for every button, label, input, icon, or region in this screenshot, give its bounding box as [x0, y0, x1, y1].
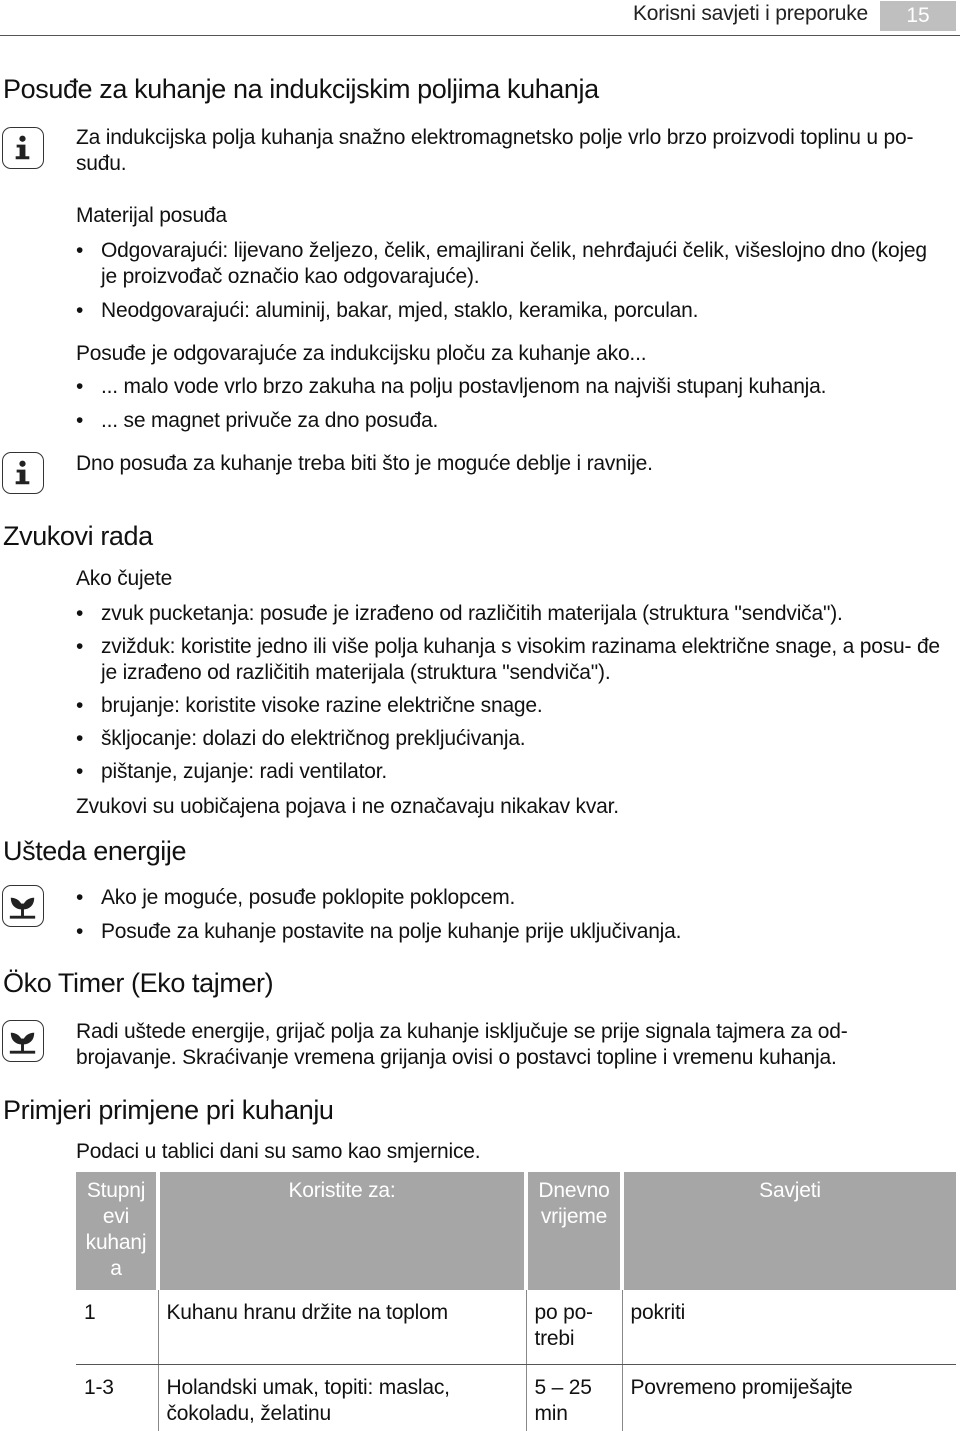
list-item: • ... se magnet privuče za dno posuđa. — [76, 408, 940, 434]
table-row — [76, 1290, 956, 1365]
list-item — [76, 298, 940, 324]
column-header-time: Dnevno vrijeme — [526, 1172, 622, 1290]
list-item: • ... malo vode vrlo brzo zakuha na polju postavljenom na najviši stupanj kuhanja. — [76, 374, 940, 400]
bottom-label: Dno posuđa za kuhanje — [76, 452, 292, 475]
section-heading-induction-cookware: Posuđe za kuhanje na indukcijskim poljima kuhanja — [3, 74, 599, 105]
table-intro: Podaci u tablici dani su samo kao smjernice. — [76, 1139, 480, 1165]
table-cell: po po- trebi — [526, 1290, 622, 1365]
info-icon — [2, 452, 44, 494]
induction-intro-line-2: suđu. — [76, 151, 936, 177]
table-cell: 1-3 — [76, 1365, 158, 1431]
table-cell: Kuhanu hranu držite na toplom — [158, 1290, 526, 1365]
list-item: • škljocanje: dolazi do električnog prekljućivanja. — [76, 726, 940, 752]
sounds-list — [76, 601, 940, 792]
induction-intro-line-1: Za indukcijska polja kuhanja snažno elektromagnetsko polje vrlo brzo proizvodi toplinu u po- — [76, 125, 936, 151]
list-item — [76, 238, 940, 290]
list-item: • Posuđe za kuhanje postavite na polje kuhanje prije uključivanja. — [76, 919, 940, 945]
section-heading-eco-timer: Öko Timer (Eko tajmer) — [3, 968, 273, 999]
bottom-text: treba biti što je moguće deblje i ravnije. — [292, 452, 652, 475]
cookware-bottom-note — [76, 451, 653, 477]
unsuitable-label: Neodgovarajući: — [101, 299, 250, 322]
table-cell: pokriti — [622, 1290, 956, 1365]
unsuitable-text: aluminij, bakar, mjed, staklo, keramika, porculan. — [250, 299, 699, 322]
running-header-title: Korisni savjeti i preporuke — [633, 2, 868, 26]
energy-list — [76, 885, 940, 953]
section-heading-cooking-examples: Primjeri primjene pri kuhanju — [3, 1095, 334, 1126]
list-item: • brujanje: koristite visoke razine električne snage. — [76, 693, 940, 719]
sounds-note: Zvukovi su uobičajena pojava i ne označavaju nikakav kvar. — [76, 794, 619, 820]
info-icon — [2, 127, 44, 169]
column-header-hints: Savjeti — [622, 1172, 956, 1290]
list-item: • zvuk pucketanja: posuđe je izrađeno od različitih materijala (struktura "sendviča"). — [76, 601, 940, 627]
page-number: 15 — [880, 1, 956, 31]
column-header-use-for: Koristite za: — [158, 1172, 526, 1290]
table-header-row — [76, 1172, 956, 1290]
table-cell: Holandski umak, topiti: maslac, čokoladu, želatinu — [158, 1365, 526, 1431]
section-heading-operating-sounds: Zvukovi rada — [3, 521, 153, 552]
table-cell: 5 – 25 min — [526, 1365, 622, 1431]
table-cell: 1 — [76, 1290, 158, 1365]
section-heading-energy-saving: Ušteda energije — [3, 836, 186, 867]
list-item: • Ako je moguće, posuđe poklopite poklopcem. — [76, 885, 940, 911]
column-header-heat-setting: Stupnj evi kuhanj a — [76, 1172, 158, 1290]
eco-leaf-icon — [2, 1020, 44, 1062]
material-list — [76, 238, 940, 332]
cooking-guide-table — [76, 1172, 956, 1431]
induction-intro — [76, 125, 936, 177]
material-heading: Materijal posuđa — [76, 203, 227, 229]
eco-timer-text: Radi uštede energije, grijač polja za kuhanje isključuje se prije signala tajmera za od- brojavanje. Skraćivanje vremena grijanja ovisi o postavci topline i vremenu kuhanja. — [76, 1019, 936, 1071]
header-divider — [0, 35, 960, 36]
suitability-heading: Posuđe je odgovarajuće za indukcijsku ploču za kuhanje ako... — [76, 341, 646, 367]
table-cell: Povremeno promiješajte — [622, 1365, 956, 1431]
table-row — [76, 1365, 956, 1431]
suitability-list — [76, 374, 940, 442]
suitable-label: Odgovarajući: — [101, 239, 228, 262]
eco-leaf-icon — [2, 885, 44, 927]
suitable-text: lijevano željezo, čelik, emajlirani čelik, nehrđajući čelik, višeslojno dno (kojeg je proizvođač označio kao odgovarajuće). — [101, 239, 927, 288]
list-item: • pištanje, zujanje: radi ventilator. — [76, 759, 940, 785]
list-item: • zvižduk: koristite jedno ili više polja kuhanja s visokim razinama električne snage, a posu- đe je izrađeno od različitih materijala (struktura "sendviča"). — [76, 634, 940, 686]
sounds-sub-heading: Ako čujete — [76, 566, 172, 592]
